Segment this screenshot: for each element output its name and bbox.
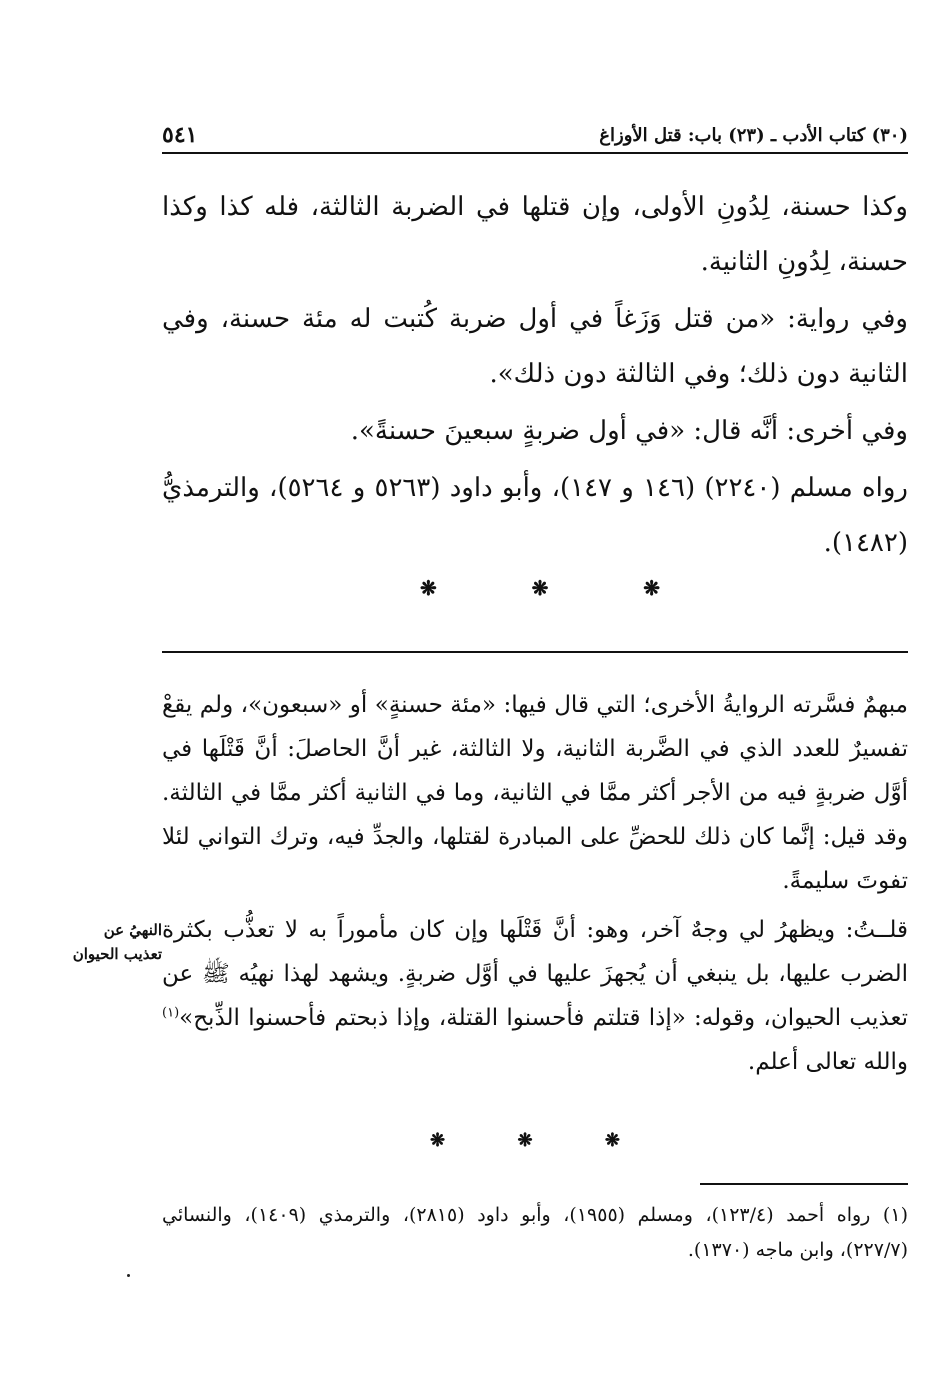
section-divider [420, 576, 660, 606]
main-paragraph: وكذا حسنة، لِدُونِ الأولى، وإن قتلها في الضربة الثالثة، فله كذا وكذا حسنة، لِدُونِ الثانية. [162, 192, 908, 277]
star-ornament-icon: ❋ [531, 576, 549, 600]
commentary-paragraph: مبهمٌ فسَّرته الروايةُ الأخرى؛ التي قال فيها: «مئة حسنةٍ» أو «سبعون»، ولم يقعْ تفسيرٌ للعدد الذي في الضَّربة الثانية، ولا الثالثة، غير أنَّ الحاصلَ: أنَّ قَتْلَها في أوَّل ضربةٍ فيه من الأجر أكثر ممَّا في الثانية، وما في الثانية أكثر ممَّا في الثالثة. وقد قيل: إنَّما كان ذلك للحضِّ على المبادرة لقتلها، والجدِّ فيه، وترك التواني لئلا تفوتَ سليمةً. [162, 692, 908, 894]
margin-note-line: تعذيب الحيوان [72, 945, 162, 963]
print-speck [127, 1274, 130, 1277]
star-ornament-icon: ❋ [643, 576, 660, 600]
end-divider [430, 1130, 620, 1156]
hadith-text [162, 180, 908, 571]
footnote: (١) رواه أحمد (١٢٣/٤)، ومسلم (١٩٥٥)، وأبو داود (٢٨١٥)، والترمذي (١٤٠٩)، والنسائي (٢٢٧/٧)، وابن ماجه (١٣٧٠). [162, 1204, 908, 1261]
main-paragraph: وفي أخرى: أنَّه قال: «في أول ضربةٍ سبعينَ حسنةً». [350, 416, 908, 446]
main-paragraph: وفي رواية: «من قتل وَزَغاً في أول ضربة كُتبت له مئة حسنة، وفي الثانية دون ذلك؛ وفي الثالثة دون ذلك». [162, 304, 908, 389]
running-head: (٣٠) كتاب الأدب ـ (٢٣) باب: قتل الأوزاغ [599, 124, 908, 146]
commentary-paragraph [162, 908, 908, 1084]
footnote-rule [700, 1183, 908, 1185]
margin-note-line: النهيُ عن [103, 921, 162, 939]
star-ornament-icon: ❋ [420, 576, 437, 600]
star-ornament-icon: ❋ [604, 1130, 620, 1151]
commentary-text [162, 683, 908, 1084]
commentary-body: ويظهرُ لي وجهٌ آخر، وهو: أنَّ قَتْلَها وإن كان مأموراً به لا تعذُّب بكثرة الضرب عليها، بل ينبغي أن يُجهزَ عليها في أوَّل ضربةٍ. ويشهد لهذا نهيُه ﷺ عن تعذيب الحيوان، وقوله: «إذا قتلتم فأحسنوا القتلة، وإذا ذبحتم فأحسنوا الذِّبح» [162, 917, 908, 1031]
star-ornament-icon: ❋ [517, 1130, 533, 1151]
page-number: ٥٤١ [162, 122, 198, 148]
qultu-lead: قلــتُ: [845, 917, 909, 943]
footnote-reference[interactable]: (١) [162, 1005, 180, 1021]
margin-note [30, 918, 162, 966]
main-paragraph: رواه مسلم (٢٢٤٠) (١٤٦ و ١٤٧)، وأبو داود (٥٢٦٣ و ٥٢٦٤)، والترمذيُّ (١٤٨٢). [162, 473, 908, 558]
horizontal-rule [162, 651, 908, 653]
star-ornament-icon: ❋ [430, 1130, 446, 1151]
commentary-closing: والله تعالى أعلم. [747, 1049, 908, 1075]
page-header [162, 118, 908, 154]
